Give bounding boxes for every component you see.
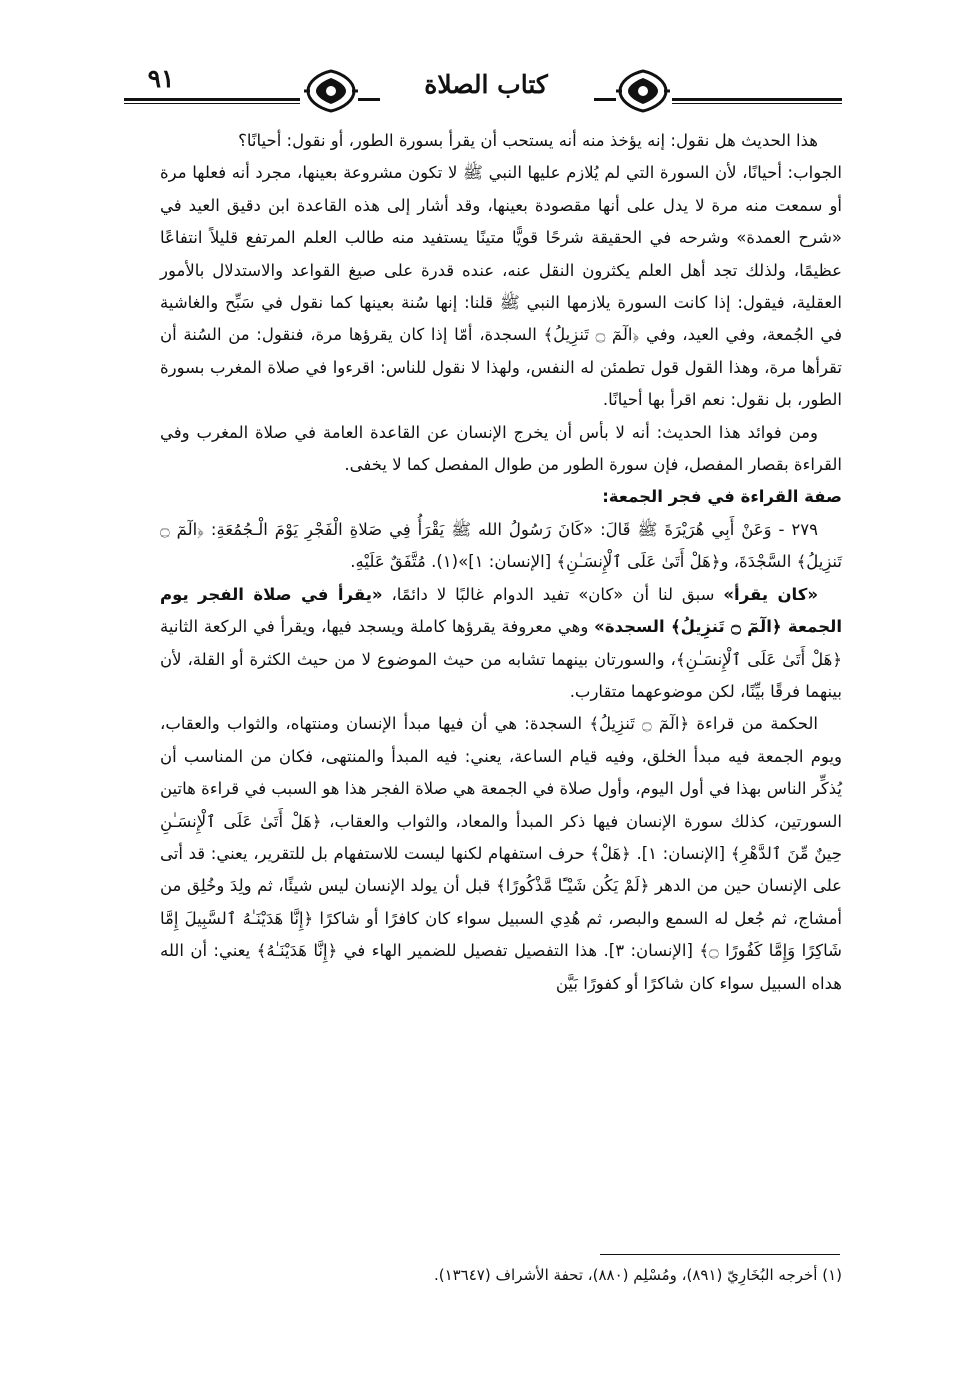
header-rule-right-thin: [672, 103, 842, 104]
header-rule-left-thin: [124, 103, 300, 104]
commentary-lead: «كان يقرأ»: [723, 584, 818, 604]
paragraph: هذا الحديث هل نقول: إنه يؤخذ منه أنه يستحب أن يقرأ بسورة الطور، أو نقول: أحيانًا؟: [238, 131, 818, 150]
header-rule-right: [672, 98, 842, 101]
commentary-paragraph: [160, 579, 842, 709]
chapter-title: كتاب الصلاة: [424, 70, 548, 99]
page-body: [160, 125, 842, 1000]
header-rule-mid-left: [358, 98, 380, 101]
commentary-lead-text: سبق لنا أن «كان» تفيد الدوام غالبًا لا دائمًا،: [382, 584, 724, 604]
ornament-left-icon: [304, 68, 358, 114]
commentary-rest: وهي معروفة يقرؤها كاملة ويسجد فيها، ويقرأ في الركعة الثانية ﴿هَلْ أَتَىٰ عَلَى ٱلْإِنسَـٰنِ﴾، والسورتان بينهما تشابه من حيث الموضوع لا من حيث الكثرة أو القلة، لأن بينهما فرقًا بيِّنًا، لكن موضوعهما متقارب.: [160, 617, 842, 701]
paragraph: الجواب: أحيانًا، لأن السورة التي لم يُلازم عليها النبي ﷺ لا تكون مشروعة بعينها، مجرد أنه فعلها مرة أو سمعت منه مرة لا يدل على أنها مقصودة بعينها، وقد أشار إلى هذه القاعدة ابن دقيق العيد في «شرح العمدة» وشرحه في الحقيقة شرحًا قويًّا متينًا يستفيد منه طالب العلم المرتفع قليلاً انتفاعًا عظيمًا، ولذلك تجد أهل العلم يكثرون النقل عنه، عنده قدرة على صيغ القواعد والاستدلال بالأمور العقلية، فيقول: إذا كانت السورة يلازمها النبي ﷺ قلنا: إنها سُنة بعينها كما نقول في سَبِّح والغاشية في الجُمعة، وفي العيد، وفي ﴿الٓمٓ ۝ تَنزِيلُ﴾ السجدة، أمّا إذا كان يقرؤها مرة، فنقول: من السُنة أن تقرأها مرة، وهذا القول قول تطمئن له النفس، ولهذا لا نقول للناس: اقرءوا في صلاة المغرب بسورة الطور، بل نقول: نعم اقرأ بها أحيانًا.: [160, 163, 842, 410]
wisdom-paragraph: الحكمة من قراءة ﴿الٓمٓ ۝ تَنزِيلُ﴾ السجدة: هي أن فيها مبدأ الإنسان ومنتهاه، والثواب والعقاب، ويوم الجمعة فيه مبدأ الخلق، وفيه قيام الساعة، يعني: فيه المبدأ والمنتهى، فكان من المناسب أن يُذكِّر الناس بهذا في أول اليوم، وأول صلاة في الجمعة هي صلاة الفجر هذا هو السبب في قراءة هاتين السورتين، كذلك سورة الإنسان فيها ذكر المبدأ والمعاد، والثواب والعقاب، ﴿هَلْ أَتَىٰ عَلَى ٱلْإِنسَـٰنِ حِينٌ مِّنَ ٱلدَّهْرِ﴾ [الإنسان: ١]. ﴿هَلْ﴾ حرف استفهام لكنها ليست للاستفهام بل للتقرير، يعني: قد أتى على الإنسان حين من الدهر ﴿لَمْ يَكُن شَيْـًٔا مَّذْكُورًا﴾ قبل أن يولد الإنسان ليس شيئًا، ثم ولِدَ وخُلِق من أمشاج، ثم جُعل له السمع والبصر، ثم هُدِي السبيل سواء كان كافرًا أو شاكرًا ﴿إِنَّا هَدَيْنَـٰهُ ٱلسَّبِيلَ إِمَّا شَاكِرًا وَإِمَّا كَفُورًا ۝﴾ [الإنسان: ٣]. هذا التفصيل تفصيل للضمير الهاء في ﴿إِنَّا هَدَيْنَـٰهُ﴾ يعني: أن الله هداه السبيل سواء كان شاكرًا أو كفورًا بَيَّن: [160, 714, 843, 993]
hadith-text: ٢٧٩ - وَعَنْ أَبِي هُرَيْرَةَ ﷺ قَالَ: «كَانَ رَسُولُ الله ﷺ يَقْرَأُ فِي صَلاةِ الْفَجْرِ يَوْمَ الْـجُمُعَةِ: ﴿الٓمٓ ۝ تَنزِيلُ﴾ السَّجْدَةَ، و﴿هَلْ أَتَىٰ عَلَى ٱلْإِنسَـٰنِ﴾ [الإنسان: ١]»(١). مُتَّفَقٌ عَلَيْهِ.: [160, 519, 842, 572]
paragraph: ومن فوائد هذا الحديث: أنه لا بأس أن يخرج الإنسان عن القاعدة العامة في صلاة المغرب وفي القراءة بقصار المفصل، فإن سورة الطور من طوال المفصل كما لا يخفى.: [160, 422, 842, 475]
header-rule-mid-right: [594, 98, 616, 101]
commentary-quote: «يقرأ في صلاة الفجر يوم الجمعة ﴿الٓمٓ ۝ تَنزِيلُ﴾ السجدة»: [160, 584, 842, 637]
page-number: ٩١: [147, 64, 175, 93]
section-heading: صفة القراءة في فجر الجمعة:: [602, 487, 842, 507]
footnote-divider: [600, 1254, 840, 1255]
header-rule-left: [124, 98, 300, 101]
page-header: [116, 62, 876, 122]
footnote: (١) أخرجه البُخَارِيّ (٨٩١)، ومُسْلِم (٨٨٠)، تحفة الأشراف (١٣٦٤٧).: [433, 1266, 842, 1284]
ornament-right-icon: [616, 68, 670, 114]
